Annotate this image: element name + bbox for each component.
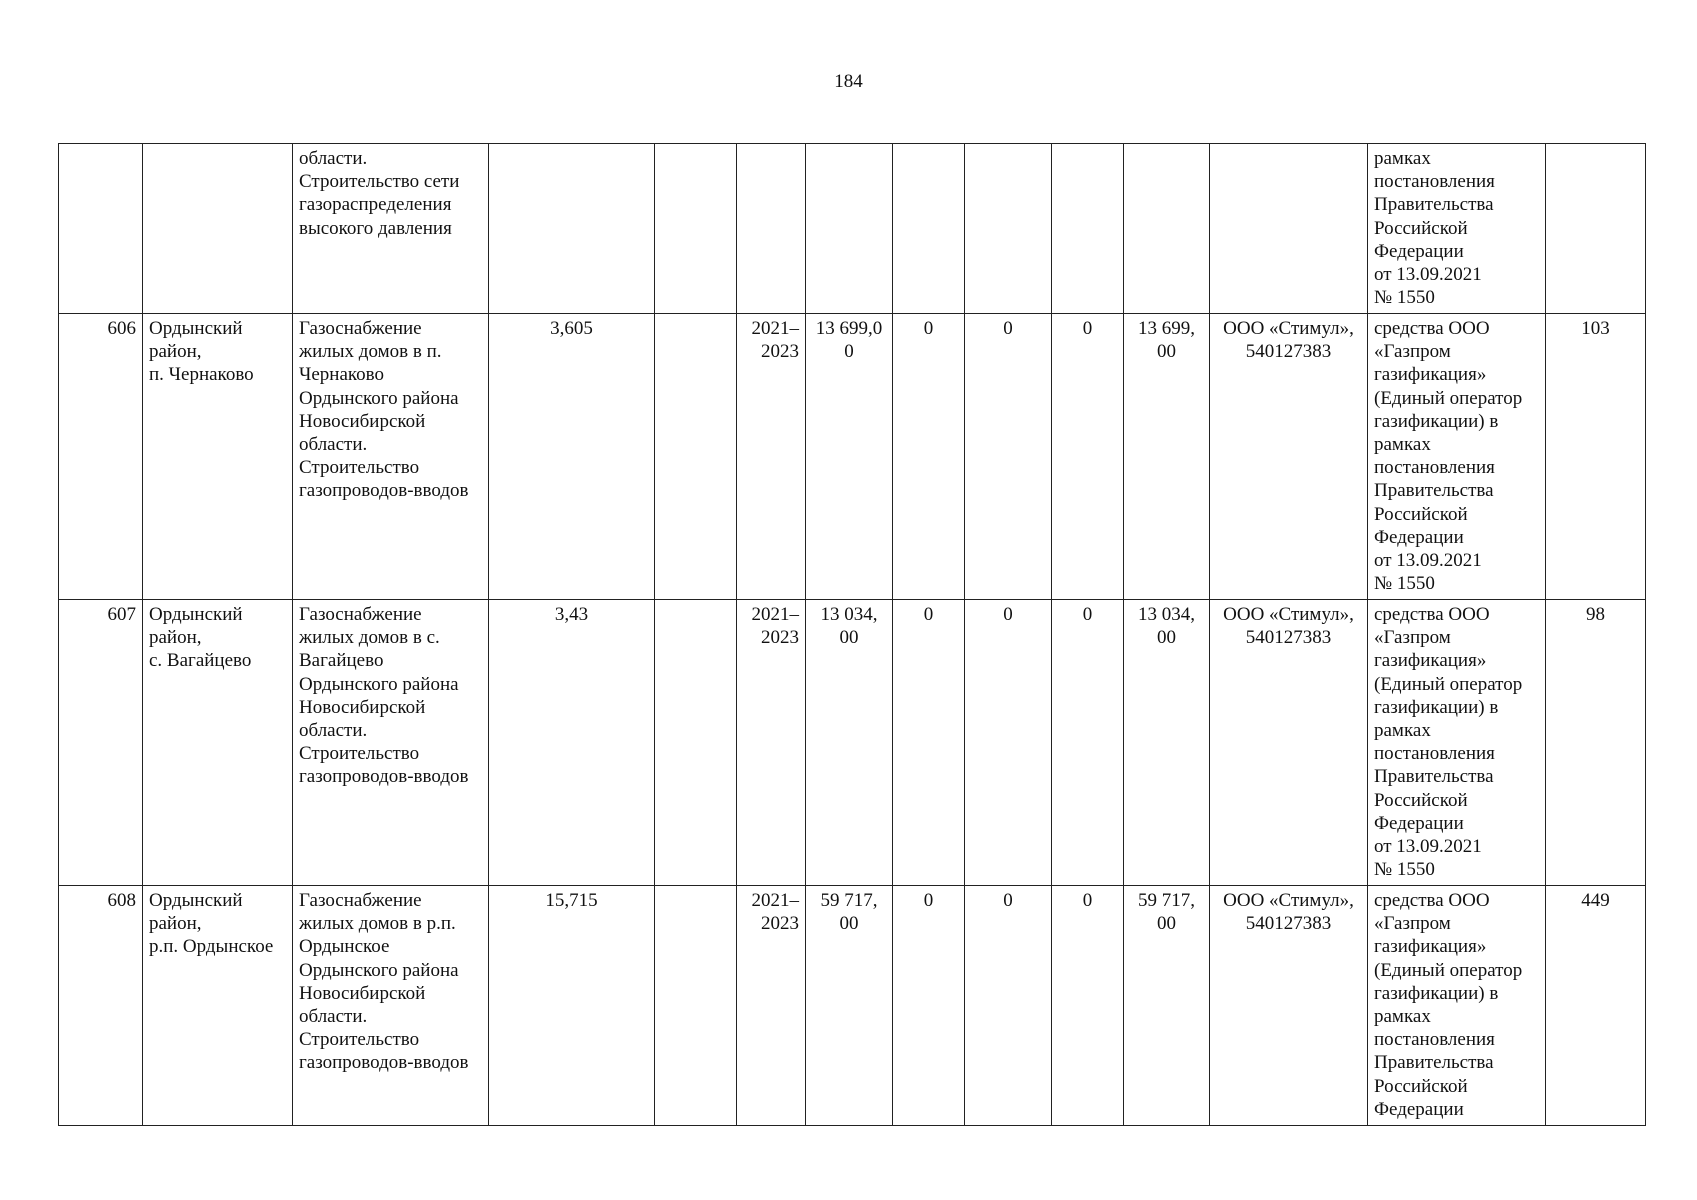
cell-length: 3,605 xyxy=(489,314,655,600)
cell-source: средства ООО «Газпром газификация» (Единый оператор газификации) в рамках постановления Правительства Российской Федерации xyxy=(1368,886,1546,1126)
cell-total: 13 034, 00 xyxy=(806,600,893,886)
cell-v1: 0 xyxy=(893,314,965,600)
cell-extra xyxy=(655,144,737,314)
cell-org: ООО «Стимул», 540127383 xyxy=(1210,600,1368,886)
cell-v1 xyxy=(893,144,965,314)
cell-v3: 0 xyxy=(1052,886,1124,1126)
table-row xyxy=(59,886,1646,1126)
cell-v2: 0 xyxy=(965,600,1052,886)
cell-object: Газоснабжение жилых домов в р.п. Ордынское Ордынского района Новосибирской области. Строительство газопроводов-вводов xyxy=(293,886,489,1126)
cell-org: ООО «Стимул», 540127383 xyxy=(1210,314,1368,600)
cell-source: средства ООО «Газпром газификация» (Единый оператор газификации) в рамках постановления Правительства Российской Федерации от 13.09.2021 № 1550 xyxy=(1368,600,1546,886)
page-number: 184 xyxy=(834,71,863,92)
cell-v1: 0 xyxy=(893,886,965,1126)
cell-v2 xyxy=(965,144,1052,314)
cell-extra xyxy=(655,886,737,1126)
cell-location: Ордынский район, с. Вагайцево xyxy=(143,600,293,886)
cell-num xyxy=(59,144,143,314)
cell-org: ООО «Стимул», 540127383 xyxy=(1210,886,1368,1126)
cell-period: 2021– 2023 xyxy=(737,600,806,886)
cell-v3 xyxy=(1052,144,1124,314)
cell-location: Ордынский район, р.п. Ордынское xyxy=(143,886,293,1126)
cell-length xyxy=(489,144,655,314)
cell-source: рамках постановления Правительства Российской Федерации от 13.09.2021 № 1550 xyxy=(1368,144,1546,314)
cell-source: средства ООО «Газпром газификация» (Единый оператор газификации) в рамках постановления Правительства Российской Федерации от 13.09.2021 № 1550 xyxy=(1368,314,1546,600)
table-row-continuation xyxy=(59,144,1646,314)
cell-period: 2021– 2023 xyxy=(737,886,806,1126)
cell-length: 15,715 xyxy=(489,886,655,1126)
cell-v4 xyxy=(1124,144,1210,314)
cell-object: Газоснабжение жилых домов в с. Вагайцево Ордынского района Новосибирской области. Строительство газопроводов-вводов xyxy=(293,600,489,886)
cell-num: 608 xyxy=(59,886,143,1126)
cell-v3: 0 xyxy=(1052,314,1124,600)
cell-period xyxy=(737,144,806,314)
cell-v4: 13 699, 00 xyxy=(1124,314,1210,600)
cell-total xyxy=(806,144,893,314)
cell-count: 98 xyxy=(1546,600,1646,886)
cell-count xyxy=(1546,144,1646,314)
cell-object: Газоснабжение жилых домов в п. Чернаково Ордынского района Новосибирской области. Строительство газопроводов-вводов xyxy=(293,314,489,600)
cell-v2: 0 xyxy=(965,886,1052,1126)
cell-total: 59 717, 00 xyxy=(806,886,893,1126)
cell-org xyxy=(1210,144,1368,314)
cell-count: 449 xyxy=(1546,886,1646,1126)
cell-v2: 0 xyxy=(965,314,1052,600)
cell-v1: 0 xyxy=(893,600,965,886)
cell-period: 2021– 2023 xyxy=(737,314,806,600)
cell-location: Ордынский район, п. Чернаково xyxy=(143,314,293,600)
cell-extra xyxy=(655,600,737,886)
cell-length: 3,43 xyxy=(489,600,655,886)
cell-num: 606 xyxy=(59,314,143,600)
cell-v4: 59 717, 00 xyxy=(1124,886,1210,1126)
cell-extra xyxy=(655,314,737,600)
cell-object: области. Строительство сети газораспределения высокого давления xyxy=(293,144,489,314)
cell-count: 103 xyxy=(1546,314,1646,600)
cell-location xyxy=(143,144,293,314)
table-row xyxy=(59,600,1646,886)
cell-total: 13 699,0 0 xyxy=(806,314,893,600)
table-row xyxy=(59,314,1646,600)
cell-v3: 0 xyxy=(1052,600,1124,886)
cell-num: 607 xyxy=(59,600,143,886)
gasification-table xyxy=(58,143,1646,1126)
cell-v4: 13 034, 00 xyxy=(1124,600,1210,886)
